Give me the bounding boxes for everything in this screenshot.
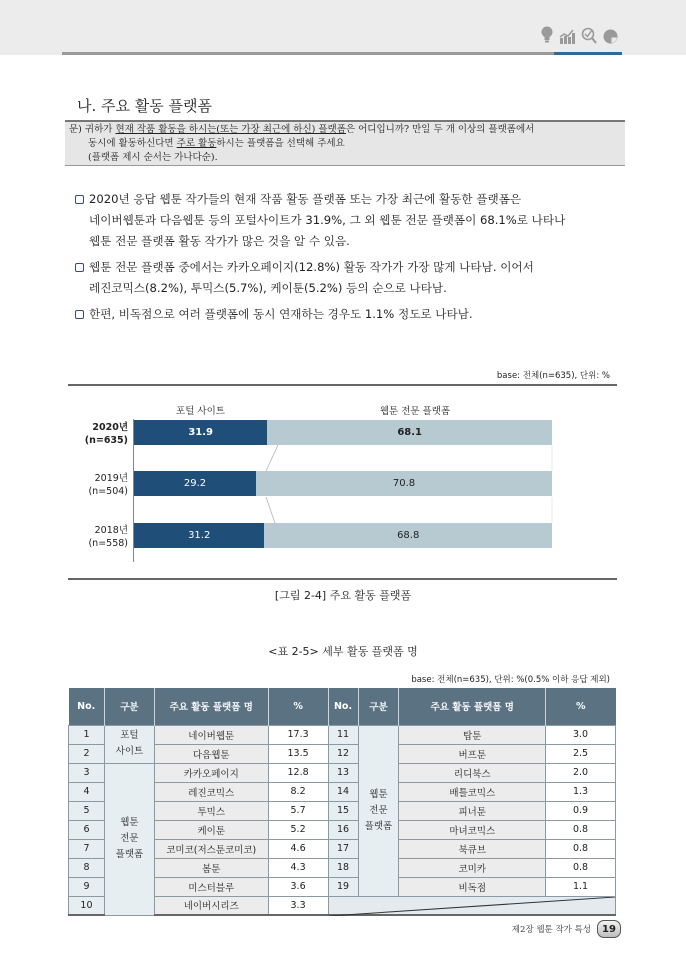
bullet-item — [75, 304, 625, 325]
row-no: 5 — [69, 801, 105, 820]
row-no: 9 — [69, 877, 105, 896]
bar-segment-webtoon: 68.1 — [267, 420, 552, 445]
bar-segment-portal: 31.2 — [134, 523, 264, 548]
row-no: 3 — [69, 763, 105, 782]
row-n: (n=635) — [84, 435, 128, 446]
platform-name: 투믹스 — [154, 801, 268, 820]
platform-pct: 8.2 — [268, 782, 328, 801]
platform-name: 마녀코믹스 — [399, 820, 546, 839]
platform-pct: 0.8 — [546, 839, 616, 858]
row-no: 6 — [69, 820, 105, 839]
checkbox-square-icon — [75, 310, 84, 319]
platform-name: 피너툰 — [399, 801, 546, 820]
checkbox-square-icon — [75, 195, 84, 204]
bar-2020 — [134, 420, 552, 445]
table-row — [69, 763, 616, 782]
chart-base-note: base: 전체(n=635), 단위: % — [496, 371, 610, 381]
row-no: 7 — [69, 839, 105, 858]
category-portal: 포털 사이트 — [104, 725, 154, 763]
platform-name: 카카오페이지 — [154, 763, 268, 782]
platform-name: 비독점 — [399, 877, 546, 896]
platform-name: 레진코믹스 — [154, 782, 268, 801]
platform-pct: 5.2 — [268, 820, 328, 839]
bar-segment-webtoon: 68.8 — [264, 523, 552, 548]
platform-pct: 3.6 — [268, 877, 328, 896]
row-no: 13 — [328, 763, 358, 782]
platform-pct: 0.8 — [546, 858, 616, 877]
bar-segment-webtoon: 70.8 — [256, 471, 552, 496]
bullet-line: 네이버웹툰과 다음웹툰 등의 포털사이트가 31.9%, 그 외 웹툰 전문 플랫폼이 68.1%로 나타나 — [89, 213, 566, 227]
diagonal-line — [329, 897, 615, 916]
question-line-1 — [69, 123, 621, 137]
col-header-pct: % — [546, 688, 616, 725]
chart-top-rule — [68, 384, 617, 386]
question-line2-pre: 동시에 활동하신다면 — [88, 138, 177, 149]
row-year: 2020년 — [92, 422, 128, 433]
section-title: 나. 주요 활동 플랫폼 — [77, 97, 212, 115]
row-no: 12 — [328, 744, 358, 763]
bullet-line: 레진코믹스(8.2%), 투믹스(5.7%), 케이툰(5.2%) 등의 순으로 나타남. — [89, 281, 447, 295]
platform-name: 미스터블루 — [154, 877, 268, 896]
platform-pct: 2.5 — [546, 744, 616, 763]
survey-question-box — [65, 120, 625, 166]
category-webtoon-right: 웹툰 전문 플랫폼 — [358, 725, 399, 896]
question-underline-1: 현재 작품 활동을 하시는(또는 가장 최근에 하신) 플랫폼 — [115, 124, 346, 135]
page-number: 19 — [597, 920, 621, 938]
row-n: (n=558) — [88, 538, 128, 549]
platform-pct: 13.5 — [268, 744, 328, 763]
row-label-2019 — [68, 472, 128, 498]
bullet-line: 2020년 응답 웹툰 작가들의 현재 작품 활동 플랫폼 또는 가장 최근에 활동한 플랫폼은 — [89, 192, 522, 206]
row-label-2020 — [68, 421, 128, 447]
col-header-platform: 주요 활동 플랫폼 명 — [399, 688, 546, 725]
row-no: 16 — [328, 820, 358, 839]
platform-name: 리디북스 — [399, 763, 546, 782]
header-rule — [62, 52, 554, 55]
platform-pct: 0.8 — [546, 820, 616, 839]
platform-pct: 5.7 — [268, 801, 328, 820]
header-icons — [541, 26, 618, 44]
platform-pct: 3.0 — [546, 725, 616, 744]
platform-pct: 17.3 — [268, 725, 328, 744]
bullet-line: 웹툰 전문 플랫폼 중에서는 카카오페이지(12.8%) 활동 작가가 가장 많게 나타남. 이어서 — [89, 260, 534, 274]
platform-name: 네이버시리즈 — [154, 896, 268, 915]
platform-name: 케이툰 — [154, 820, 268, 839]
bar-2019 — [134, 471, 552, 496]
question-line2-post: 하시는 플랫폼을 선택해 주세요 — [216, 138, 345, 149]
col-header-category: 구분 — [104, 688, 154, 725]
bullet-item — [75, 189, 625, 252]
row-year: 2018년 — [94, 525, 128, 536]
row-year: 2019년 — [94, 473, 128, 484]
platform-pct: 0.9 — [546, 801, 616, 820]
legend-portal: 포털 사이트 — [176, 406, 225, 417]
table-header-row — [69, 688, 616, 725]
bullet-line: 한편, 비독점으로 여러 플랫폼에 동시 연재하는 경우도 1.1% 정도로 나타남. — [89, 307, 473, 321]
chart-bottom-rule — [68, 578, 617, 580]
chapter-label: 제2장 웹툰 작가 특성 — [511, 925, 591, 935]
question-underline-2: 주로 활동 — [176, 138, 217, 149]
platform-pct: 2.0 — [546, 763, 616, 782]
legend-webtoon-platform: 웹툰 전문 플랫폼 — [379, 406, 451, 417]
pie-chart-icon — [603, 29, 618, 44]
platform-name: 버프툰 — [399, 744, 546, 763]
page-footer — [512, 920, 621, 938]
platform-pct: 4.3 — [268, 858, 328, 877]
summary-bullets — [75, 189, 625, 330]
platform-pct: 12.8 — [268, 763, 328, 782]
row-no: 15 — [328, 801, 358, 820]
platform-name: 네이버웹툰 — [154, 725, 268, 744]
empty-diagonal-cell — [328, 896, 615, 915]
platform-pct: 1.3 — [546, 782, 616, 801]
lightbulb-icon — [541, 26, 553, 44]
question-prefix: 문) 귀하가 — [69, 124, 116, 135]
row-no: 1 — [69, 725, 105, 744]
bar-2018 — [134, 523, 552, 548]
col-header-no: No. — [328, 688, 358, 725]
platform-name: 배틀코믹스 — [399, 782, 546, 801]
platform-pct: 1.1 — [546, 877, 616, 896]
row-no: 19 — [328, 877, 358, 896]
col-header-no: No. — [69, 688, 105, 725]
platform-name: 북큐브 — [399, 839, 546, 858]
figure-caption: [그림 2-4] 주요 활동 플랫폼 — [274, 589, 412, 602]
platform-name: 코미코(저스툰코미코) — [154, 839, 268, 858]
row-no: 2 — [69, 744, 105, 763]
growth-chart-icon — [559, 29, 575, 44]
table-title: <표 2-5> 세부 활동 플랫폼 명 — [268, 645, 418, 658]
platform-detail-table — [68, 688, 616, 916]
table-row — [69, 725, 616, 744]
platform-name: 다음웹툰 — [154, 744, 268, 763]
col-header-pct: % — [268, 688, 328, 725]
stacked-bar-chart — [68, 395, 617, 575]
row-no: 18 — [328, 858, 358, 877]
category-webtoon-left: 웹툰 전문 플랫폼 — [104, 763, 154, 915]
platform-name: 코미카 — [399, 858, 546, 877]
row-no: 4 — [69, 782, 105, 801]
question-line-2 — [69, 137, 621, 151]
platform-pct: 4.6 — [268, 839, 328, 858]
row-no: 14 — [328, 782, 358, 801]
platform-pct: 3.3 — [268, 896, 328, 915]
col-header-category: 구분 — [358, 688, 399, 725]
header-accent-rule — [554, 52, 622, 55]
row-label-2018 — [68, 524, 128, 550]
platform-name: 봄툰 — [154, 858, 268, 877]
bullet-item — [75, 257, 625, 299]
magnifier-check-icon — [581, 27, 597, 44]
bar-segment-portal: 31.9 — [134, 420, 267, 445]
col-header-platform: 주요 활동 플랫폼 명 — [154, 688, 268, 725]
question-mid-1: 은 어디입니까? 만일 두 개 이상의 플랫폼에서 — [345, 124, 535, 135]
table-base-note: base: 전체(n=635), 단위: %(0.5% 이하 응답 제외) — [411, 675, 610, 685]
row-n: (n=504) — [88, 486, 128, 497]
row-no: 10 — [69, 896, 105, 915]
bar-segment-portal: 29.2 — [134, 471, 256, 496]
row-no: 8 — [69, 858, 105, 877]
bullet-line: 웹툰 전문 플랫폼 활동 작가가 많은 것을 알 수 있음. — [89, 234, 350, 248]
row-no: 17 — [328, 839, 358, 858]
question-line-3: (플랫폼 제시 순서는 가나다순). — [88, 152, 218, 163]
row-no: 11 — [328, 725, 358, 744]
checkbox-square-icon — [75, 263, 84, 272]
platform-name: 탑툰 — [399, 725, 546, 744]
